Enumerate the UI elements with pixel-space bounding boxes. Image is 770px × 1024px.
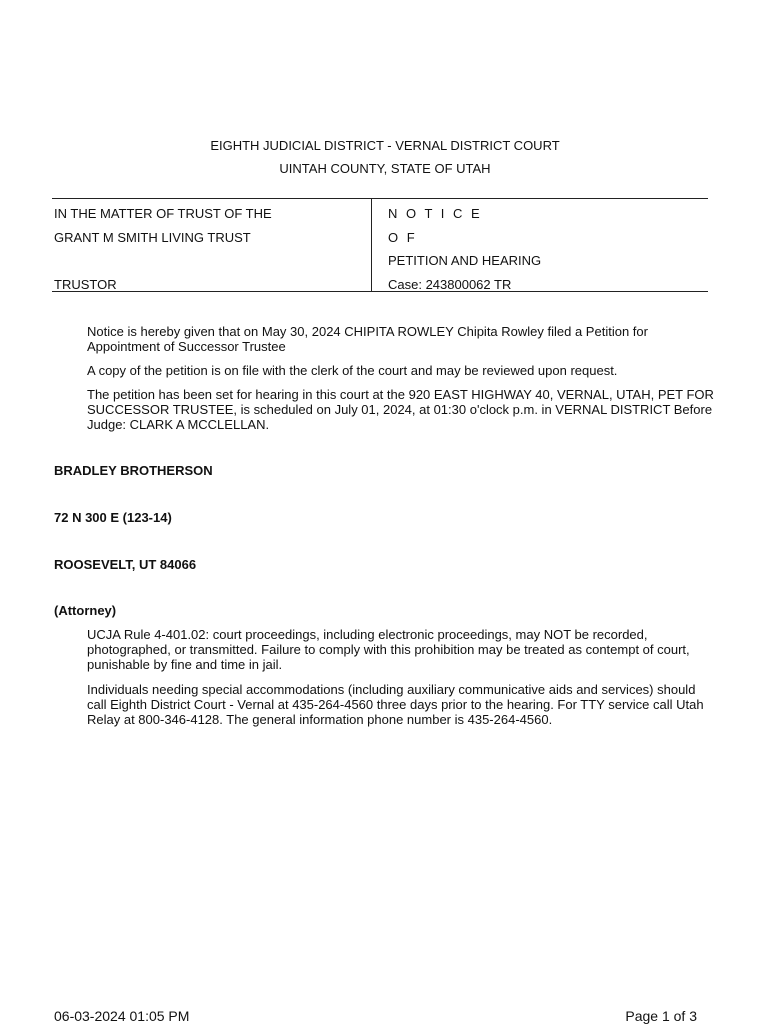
- attorney-role: (Attorney): [54, 603, 117, 618]
- court-county: UINTAH COUNTY, STATE OF UTAH: [279, 161, 491, 176]
- accommodations-paragraph: Individuals needing special accommodations (including auxiliary communicative aids and services) should call Eighth District Court - Vernal at 435-264-4560 three days prior to the hearing. For TTY service call Utah Relay at 800-346-4128. The general information phone number is 435-264-4560.: [87, 682, 704, 727]
- caption-party-role: TRUSTOR: [54, 277, 117, 292]
- petition-copy-paragraph: A copy of the petition is on file with the clerk of the court and may be reviewed upon request.: [87, 363, 618, 378]
- court-name: EIGHTH JUDICIAL DISTRICT - VERNAL DISTRICT COURT: [210, 138, 560, 153]
- caption-matter-line: IN THE MATTER OF TRUST OF THE: [54, 206, 272, 221]
- recording-rule-paragraph: UCJA Rule 4-401.02: court proceedings, including electronic proceedings, may NOT be recorded, photographed, or transmitted. Failure to comply with this prohibition may be treated as contempt of court, punishable by fine and time in jail.: [87, 627, 690, 672]
- caption-top-rule: [52, 198, 708, 199]
- caption-trust-name: GRANT M SMITH LIVING TRUST: [54, 230, 251, 245]
- caption-notice-of: O F: [388, 230, 418, 245]
- footer-page-number: Page 1 of 3: [625, 1008, 697, 1024]
- notice-paragraph: Notice is hereby given that on May 30, 2024 CHIPITA ROWLEY Chipita Rowley filed a Petition for Appointment of Successor Trustee: [87, 324, 648, 354]
- caption-notice-title: N O T I C E: [388, 206, 483, 221]
- attorney-street: 72 N 300 E (123-14): [54, 510, 172, 525]
- caption-notice-subject: PETITION AND HEARING: [388, 253, 542, 268]
- attorney-name: BRADLEY BROTHERSON: [54, 463, 213, 478]
- footer-datetime: 06-03-2024 01:05 PM: [54, 1008, 190, 1024]
- caption-case-number: Case: 243800062 TR: [388, 277, 512, 292]
- attorney-city: ROOSEVELT, UT 84066: [54, 557, 197, 572]
- caption-divider: [371, 199, 372, 291]
- hearing-paragraph: The petition has been set for hearing in this court at the 920 EAST HIGHWAY 40, VERNAL, UTAH, PET FOR SUCCESSOR TRUSTEE, is scheduled on July 01, 2024, at 01:30 o'clock p.m. in VERNAL DISTRICT Before Judge: CLARK A MCCLELLAN.: [87, 387, 714, 432]
- caption-bottom-rule: [52, 291, 708, 292]
